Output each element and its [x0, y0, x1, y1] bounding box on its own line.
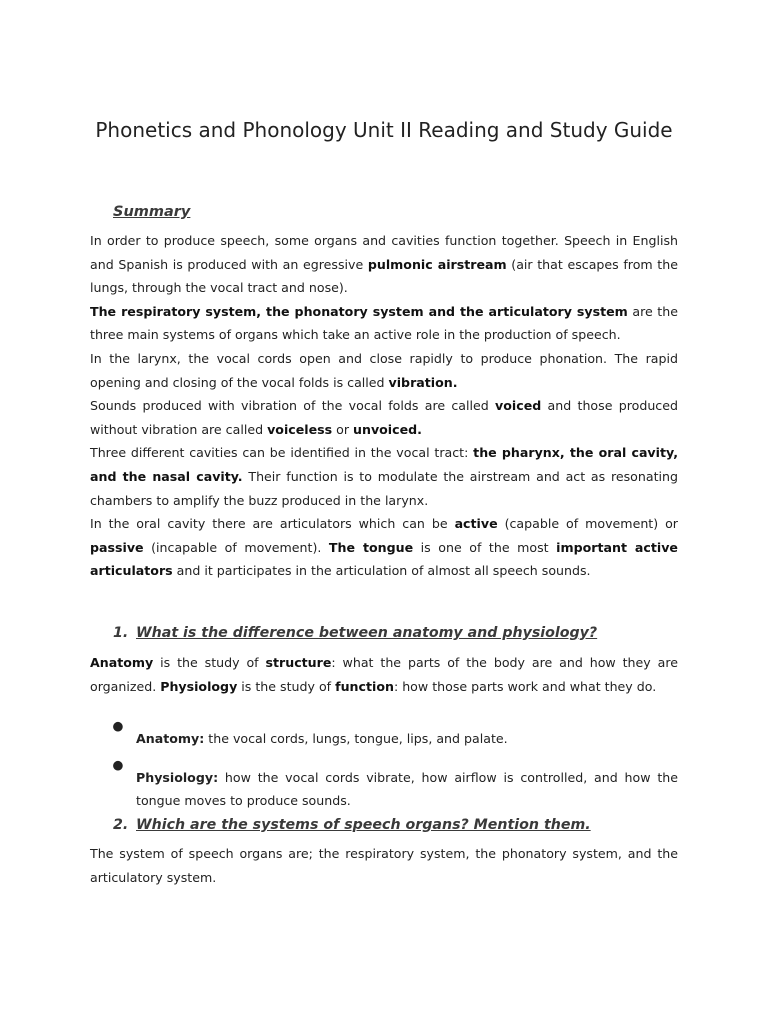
answer-paragraph: The system of speech organs are; the respiratory system, the phonatory system, and the articulatory system.: [90, 846, 678, 885]
document-title: Phonetics and Phonology Unit II Reading and Study Guide: [95, 118, 673, 142]
summary-paragraph: The respiratory system, the phonatory system and the articulatory system are the three main systems of organs which take an active role in the production of speech.: [90, 303, 678, 343]
bullet-text: Physiology: how the vocal cords vibrate, how airflow is controlled, and how the tongue moves to produce sounds.: [136, 769, 678, 809]
question-2-answer: [90, 842, 678, 889]
answer-paragraph: Anatomy is the study of structure: what the parts of the body are and how they are organized. Physiology is the study of function: how those parts work and what they do.: [90, 655, 678, 694]
summary-paragraph: Three different cavities can be identified in the vocal tract: the pharynx, the oral cavity, and the nasal cavity. Their function is to modulate the airstream and act as resonating chambers to amplify the buzz produced in the larynx.: [90, 445, 678, 508]
summary-paragraph: Sounds produced with vibration of the vocal folds are called voiced and those produced without vibration are called voiceless or unvoiced.: [90, 398, 678, 437]
summary-body: [90, 229, 678, 583]
bullet-text: Anatomy: the vocal cords, lungs, tongue, lips, and palate.: [136, 730, 508, 746]
question-number: 2.: [113, 817, 129, 833]
bullet-dot-icon: ●: [112, 757, 124, 772]
question-text: What is the difference between anatomy and physiology?: [136, 625, 598, 641]
bullet-item-physiology: [90, 753, 678, 825]
question-2-heading: [113, 817, 591, 833]
question-1-heading: [113, 625, 597, 641]
bullet-dot-icon: ●: [112, 718, 124, 733]
summary-heading: Summary: [113, 204, 191, 220]
summary-paragraph: In the larynx, the vocal cords open and close rapidly to produce phonation. The rapid opening and closing of the vocal folds is called vibration.: [90, 350, 678, 390]
question-text: Which are the systems of speech organs? Mention them.: [136, 817, 591, 833]
summary-paragraph: In the oral cavity there are articulators which can be active (capable of movement) or passive (incapable of movement). The tongue is one of the most important active articulators and it participates in the articulation of almost all speech sounds.: [90, 516, 678, 579]
summary-paragraph: In order to produce speech, some organs and cavities function together. Speech in English and Spanish is produced with an egressive pulmonic airstream (air that escapes from the lungs, through the vocal tract and nose).: [90, 233, 678, 296]
question-1-answer: [90, 651, 678, 698]
question-number: 1.: [113, 625, 129, 641]
